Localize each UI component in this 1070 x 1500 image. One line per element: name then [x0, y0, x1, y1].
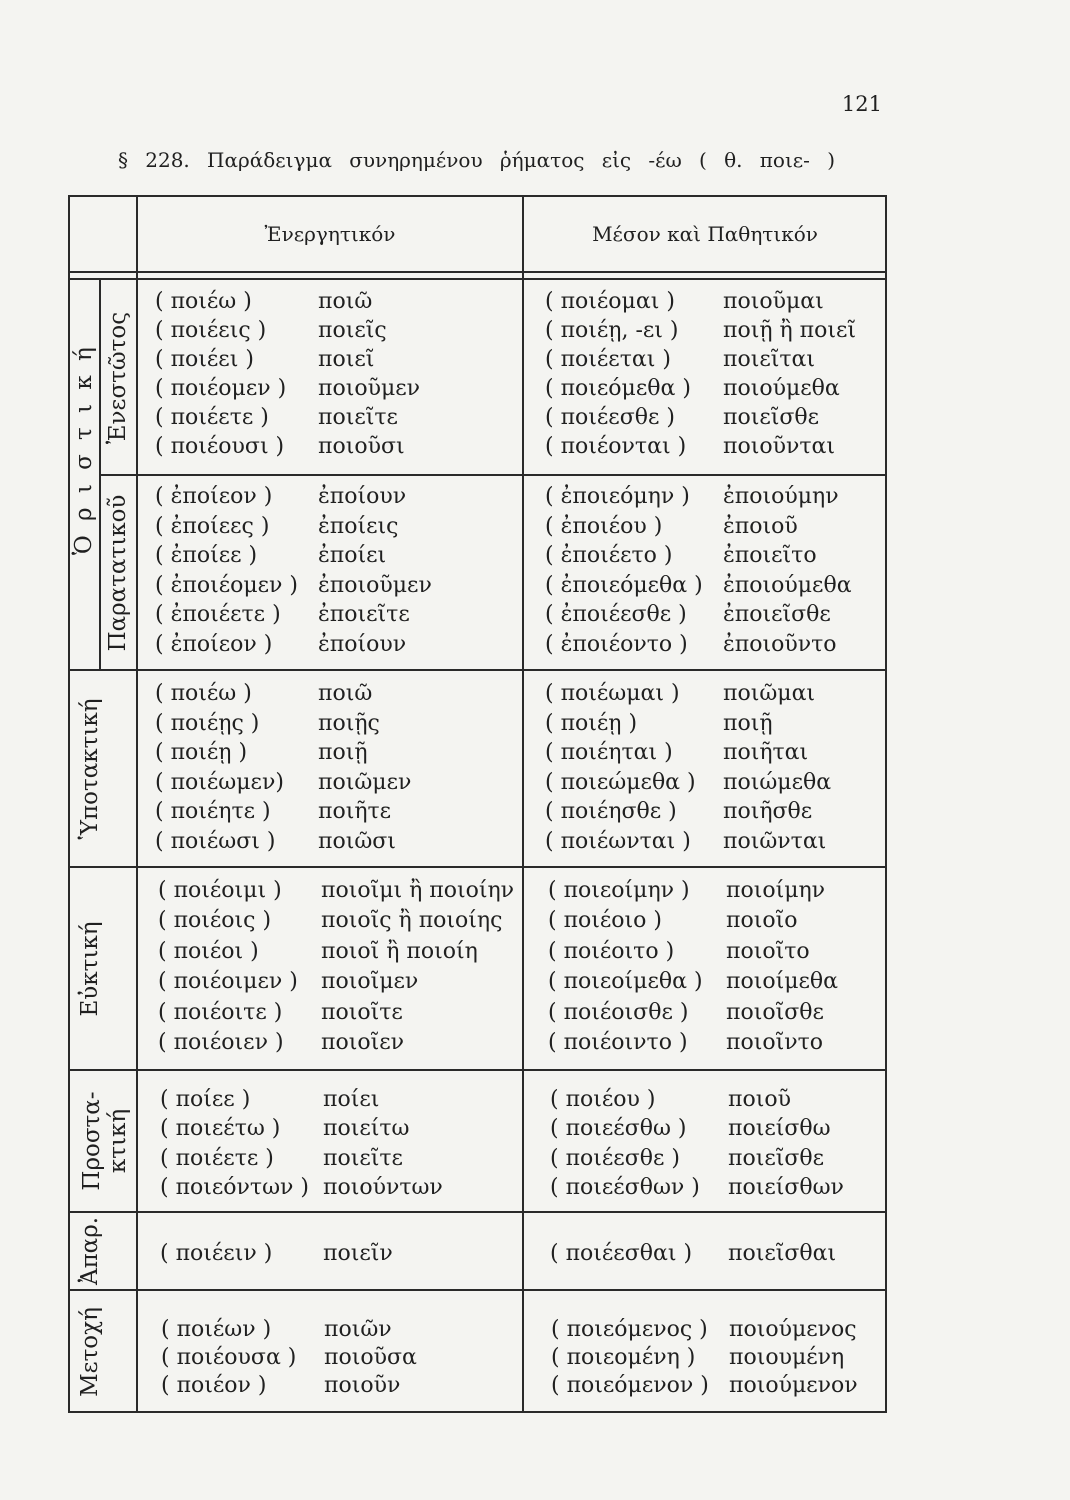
label-column-rule [136, 195, 138, 1413]
header-rule [68, 271, 887, 273]
middle-contracted-form: ἐποιεῖτο [723, 543, 817, 568]
middle-contracted-form: ποιῇ ἢ ποιεῖ [723, 318, 857, 343]
middle-contracted-form: ποιῆται [723, 740, 809, 765]
middle-uncontracted-form: ( ποιέεται ) [545, 347, 671, 372]
middle-uncontracted-form: ( ποιέῃ ) [545, 711, 638, 736]
active-uncontracted-form: ( ποιέοι ) [158, 939, 259, 964]
active-uncontracted-form: ( ποιέουσι ) [155, 434, 285, 459]
middle-uncontracted-form: ( ποιεόμεθα ) [545, 376, 691, 401]
middle-contracted-form: ποιοῖο [726, 908, 798, 933]
middle-uncontracted-form: ( ποιέοισθε ) [548, 1000, 689, 1025]
active-contracted-form: ἐποίει [318, 543, 387, 568]
active-uncontracted-form: ( ποιέον ) [161, 1373, 267, 1398]
active-contracted-form: ποιῶν [324, 1317, 392, 1342]
active-uncontracted-form: ( ποιέῃ ) [155, 740, 248, 765]
active-contracted-form: ποιῇ [318, 740, 368, 765]
mood-label-optative [77, 921, 103, 1016]
active-uncontracted-form: ( ποίεε ) [160, 1087, 251, 1112]
section-label-line: Ὑποτακτική [77, 697, 103, 840]
active-contracted-form: ποιεῖ [318, 347, 375, 372]
middle-contracted-form: ποιούμενον [729, 1373, 858, 1398]
middle-contracted-form: ἐποιοῦ [723, 514, 798, 539]
section-label-line: κτική [105, 1108, 131, 1174]
imperative-rule [68, 1069, 887, 1071]
active-uncontracted-form: ( ποιέω ) [155, 289, 252, 314]
middle-uncontracted-form: ( ποιέοιο ) [548, 908, 662, 933]
section-label-line: Εὐκτική [77, 920, 103, 1017]
active-contracted-form: ποιῶ [318, 289, 373, 314]
middle-uncontracted-form: ( ποιέεσθε ) [550, 1146, 680, 1171]
active-contracted-form: ποιεῖς [318, 318, 387, 343]
active-uncontracted-form: ( ποιέετε ) [160, 1146, 274, 1171]
middle-uncontracted-form: ( ποιεόμενον ) [551, 1373, 709, 1398]
tense-label-imperfect [105, 494, 131, 651]
active-contracted-form: ποιοῦν [324, 1373, 401, 1398]
middle-uncontracted-form: ( ποιεοίμην ) [548, 878, 690, 903]
active-uncontracted-form: ( ἐποιέετε ) [155, 602, 281, 627]
header-middle-passive: Μέσον καὶ Παθητικόν [592, 222, 818, 246]
active-uncontracted-form: ( ποιεόντων ) [160, 1175, 309, 1200]
active-uncontracted-form: ( ποιέῃς ) [155, 711, 260, 736]
middle-uncontracted-form: ( ἐποιέοντο ) [545, 632, 688, 657]
middle-uncontracted-form: ( ποιέεσθε ) [545, 405, 675, 430]
active-contracted-form: ποιοῦσα [324, 1345, 417, 1370]
active-contracted-form: ποιῶ [318, 681, 373, 706]
active-contracted-form: ποιοῖμεν [321, 969, 419, 994]
active-uncontracted-form: ( ἐποίεες ) [155, 514, 270, 539]
middle-contracted-form: ποιοῖσθε [726, 1000, 824, 1025]
active-uncontracted-form: ( ἐποίεε ) [155, 543, 258, 568]
active-uncontracted-form: ( ποιέοιτε ) [158, 1000, 283, 1025]
active-contracted-form: ποιεῖν [323, 1241, 393, 1266]
voice-column-rule [522, 195, 524, 1413]
infinitive-rule [68, 1211, 887, 1213]
middle-contracted-form: ἐποιεῖσθε [723, 602, 831, 627]
middle-uncontracted-form: ( ποιέεσθαι ) [550, 1241, 693, 1266]
header-active: Ἐνεργητικόν [264, 222, 396, 246]
active-uncontracted-form: ( ποιέετε ) [155, 405, 269, 430]
active-uncontracted-form: ( ποιέων ) [161, 1317, 272, 1342]
middle-uncontracted-form: ( ποιέοιντο ) [548, 1030, 688, 1055]
middle-uncontracted-form: ( ποιέονται ) [545, 434, 687, 459]
optative-rule [68, 866, 887, 868]
middle-uncontracted-form: ( ποιέου ) [550, 1087, 656, 1112]
middle-contracted-form: ποιεῖσθε [728, 1146, 825, 1171]
mood-label-indicative: Ὁριστική [71, 333, 97, 555]
middle-uncontracted-form: ( ποιέωμαι ) [545, 681, 680, 706]
active-contracted-form: ποιοῖεν [321, 1030, 404, 1055]
active-uncontracted-form: ( ποιέω ) [155, 681, 252, 706]
active-contracted-form: ποιοῖς ἢ ποιοίης [321, 908, 503, 933]
middle-uncontracted-form: ( ἐποιεόμεθα ) [545, 573, 703, 598]
middle-contracted-form: ποιώμεθα [723, 770, 832, 795]
mood-label-subjunctive [77, 698, 103, 839]
active-uncontracted-form: ( ἐποίεον ) [155, 632, 273, 657]
active-contracted-form: ἐποιοῦμεν [318, 573, 432, 598]
middle-contracted-form: ποιοῖντο [726, 1030, 823, 1055]
active-contracted-form: ποιῆτε [318, 799, 392, 824]
middle-uncontracted-form: ( ποιεόμενος ) [551, 1317, 708, 1342]
middle-contracted-form: ποιοῦμαι [723, 289, 824, 314]
middle-contracted-form: ποιοῦ [728, 1087, 791, 1112]
active-uncontracted-form: ( ποιέοις ) [158, 908, 272, 933]
active-uncontracted-form: ( ἐποίεον ) [155, 484, 273, 509]
active-uncontracted-form: ( ποιέουσα ) [161, 1345, 297, 1370]
middle-uncontracted-form: ( ποιεέσθω ) [550, 1116, 687, 1141]
middle-uncontracted-form: ( ποιέομαι ) [545, 289, 675, 314]
active-contracted-form: ἐποίουν [318, 632, 407, 657]
active-contracted-form: ποιεῖτε [323, 1146, 403, 1171]
active-contracted-form: ποιῇς [318, 711, 380, 736]
middle-uncontracted-form: ( ποιέῃ, -ει ) [545, 318, 679, 343]
active-contracted-form: ποιοῦσι [318, 434, 405, 459]
middle-uncontracted-form: ( ἐποιέου ) [545, 514, 663, 539]
middle-contracted-form: ποιείσθω [728, 1116, 831, 1141]
mood-label-imperative [79, 1091, 131, 1190]
active-contracted-form: ποιούντων [323, 1175, 443, 1200]
middle-uncontracted-form: ( ποιέησθε ) [545, 799, 677, 824]
active-uncontracted-form: ( ποιέοιεν ) [158, 1030, 284, 1055]
active-contracted-form: ἐποίεις [318, 514, 399, 539]
active-uncontracted-form: ( ποιέειν ) [160, 1241, 273, 1266]
middle-contracted-form: ποιοίμεθα [726, 969, 838, 994]
active-uncontracted-form: ( ποιέωσι ) [155, 829, 276, 854]
active-uncontracted-form: ( ποιεέτω ) [160, 1116, 281, 1141]
tense-label-present [105, 311, 131, 443]
mood-label-infinitive [77, 1217, 103, 1285]
active-uncontracted-form: ( ποιέητε ) [155, 799, 271, 824]
active-contracted-form: ποιοῖ ἢ ποιοίη [321, 939, 478, 964]
participle-rule [68, 1289, 887, 1291]
middle-uncontracted-form: ( ποιεέσθων ) [550, 1175, 700, 1200]
middle-contracted-form: ποιεῖσθε [723, 405, 820, 430]
middle-contracted-form: ποιεῖται [723, 347, 816, 372]
section-title: § 228. Παράδειγμα συνηρημένου ῥήματος εἰς -έω ( θ. ποιε- ) [118, 148, 835, 172]
middle-contracted-form: ποιοῦνται [723, 434, 835, 459]
active-contracted-form: ποιῶμεν [318, 770, 412, 795]
page-number: 121 [841, 92, 882, 116]
middle-uncontracted-form: ( ποιεομένη ) [551, 1345, 696, 1370]
middle-contracted-form: ἐποιούμεθα [723, 573, 852, 598]
middle-contracted-form: ποιῶνται [723, 829, 827, 854]
middle-uncontracted-form: ( ποιεώμεθα ) [545, 770, 696, 795]
active-uncontracted-form: ( ἐποιέομεν ) [155, 573, 298, 598]
middle-uncontracted-form: ( ποιέηται ) [545, 740, 673, 765]
middle-uncontracted-form: ( ἐποιέετο ) [545, 543, 673, 568]
active-uncontracted-form: ( ποιέωμεν) [155, 770, 284, 795]
active-uncontracted-form: ( ποιέεις ) [155, 318, 267, 343]
middle-contracted-form: ποιοῖτο [726, 939, 810, 964]
middle-contracted-form: ποιούμενος [729, 1317, 857, 1342]
active-uncontracted-form: ( ποιέοιμι ) [158, 878, 282, 903]
active-contracted-form: ποιοῖμι ἢ ποιοίην [321, 878, 515, 903]
present-imperfect-rule [99, 474, 887, 476]
middle-uncontracted-form: ( ποιεοίμεθα ) [548, 969, 703, 994]
active-uncontracted-form: ( ποιέομεν ) [155, 376, 287, 401]
middle-contracted-form: ποιείσθων [728, 1175, 844, 1200]
middle-uncontracted-form: ( ἐποιέεσθε ) [545, 602, 687, 627]
active-contracted-form: ἐποιεῖτε [318, 602, 410, 627]
middle-contracted-form: ποιῶμαι [723, 681, 816, 706]
section-label-line: Προστα- [79, 1091, 105, 1191]
active-uncontracted-form: ( ποιέει ) [155, 347, 254, 372]
middle-contracted-form: ποιούμεθα [723, 376, 840, 401]
section-label-line: Μετοχή [77, 1306, 103, 1397]
middle-uncontracted-form: ( ποιέωνται ) [545, 829, 691, 854]
section-label-line: Παρατατικοῦ [105, 494, 131, 651]
middle-uncontracted-form: ( ποιέοιτο ) [548, 939, 675, 964]
active-uncontracted-form: ( ποιέοιμεν ) [158, 969, 298, 994]
middle-contracted-form: ἐποιούμην [723, 484, 839, 509]
active-contracted-form: ποιείτω [323, 1116, 410, 1141]
active-contracted-form: ποιοῖτε [321, 1000, 403, 1025]
middle-contracted-form: ποιουμένη [729, 1345, 845, 1370]
middle-contracted-form: ποιοίμην [726, 878, 826, 903]
middle-contracted-form: ποιεῖσθαι [728, 1241, 837, 1266]
middle-contracted-form: ἐποιοῦντο [723, 632, 837, 657]
subjunctive-rule [68, 669, 887, 671]
active-contracted-form: ποιῶσι [318, 829, 396, 854]
mood-label-participle [77, 1307, 103, 1397]
middle-contracted-form: ποιῆσθε [723, 799, 813, 824]
active-contracted-form: ποίει [323, 1087, 380, 1112]
section-label-line: Ἐνεστῶτος [105, 311, 131, 444]
active-contracted-form: ποιεῖτε [318, 405, 398, 430]
header-rule-double [68, 278, 887, 280]
middle-uncontracted-form: ( ἐποιεόμην ) [545, 484, 690, 509]
middle-contracted-form: ποιῇ [723, 711, 773, 736]
active-contracted-form: ἐποίουν [318, 484, 407, 509]
section-label-line: Ἀπαρ. [77, 1216, 103, 1286]
active-contracted-form: ποιοῦμεν [318, 376, 421, 401]
